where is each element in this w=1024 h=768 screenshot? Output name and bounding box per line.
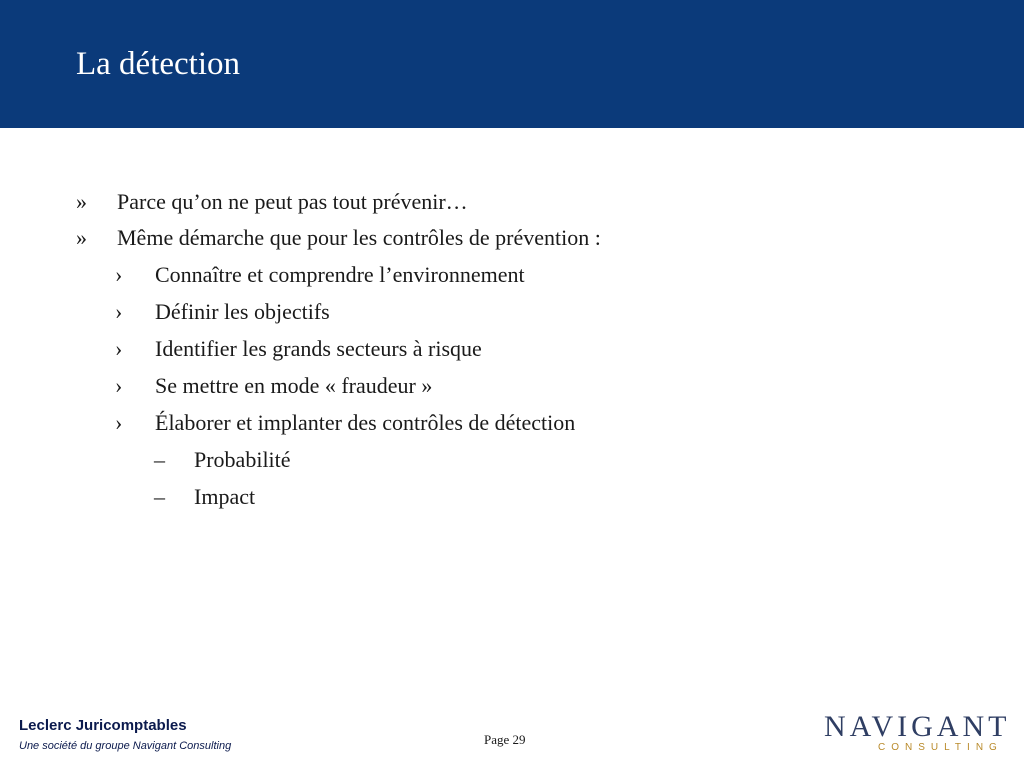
bullet-marker: › — [115, 410, 123, 435]
bullet-marker: › — [115, 336, 123, 361]
bullet-marker: – — [154, 484, 165, 509]
footer-company-name: Leclerc Juricomptables — [19, 717, 187, 734]
logo-wordmark: NAVIGANT — [824, 710, 1011, 743]
bullet-text: Définir les objectifs — [155, 299, 330, 324]
logo-subtitle: CONSULTING — [878, 742, 1003, 753]
bullet-text: Se mettre en mode « fraudeur » — [155, 373, 433, 398]
page-number: Page 29 — [484, 732, 526, 747]
bullet-marker: › — [115, 262, 123, 287]
title-banner — [0, 0, 1024, 128]
bullet-marker: » — [76, 225, 87, 250]
bullet-text: Identifier les grands secteurs à risque — [155, 336, 482, 361]
bullet-text: Élaborer et implanter des contrôles de détection — [155, 410, 576, 435]
bullet-text: Parce qu’on ne peut pas tout prévenir… — [117, 189, 468, 214]
bullet-marker: › — [115, 299, 123, 324]
navigant-logo — [820, 710, 1010, 760]
bullet-marker: – — [154, 447, 165, 472]
bullet-text: Probabilité — [194, 447, 291, 472]
footer-tagline: Une société du groupe Navigant Consulting — [19, 740, 232, 752]
bullet-text: Même démarche que pour les contrôles de prévention : — [117, 225, 601, 250]
bullet-marker: » — [76, 189, 87, 214]
bullet-text: Impact — [194, 484, 256, 509]
slide-title: La détection — [76, 46, 241, 82]
bullet-text: Connaître et comprendre l’environnement — [155, 262, 525, 287]
bullet-marker: › — [115, 373, 123, 398]
